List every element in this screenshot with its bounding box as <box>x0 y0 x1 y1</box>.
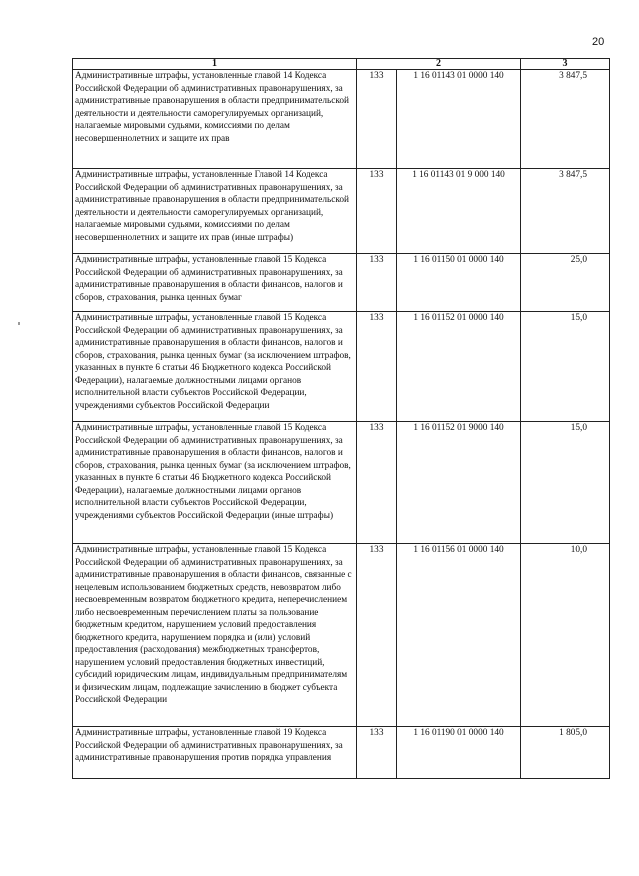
administrator-code-cell: 133 <box>357 70 397 169</box>
revenue-name-cell: Административные штрафы, установленные главой 15 Кодекса Российской Федерации об административных правонарушениях, за административные правонарушения в области финансов, налогов и сборов, страхования, рынка ценных бумаг (за исключением штрафов, указанных в пункте 6 статьи 46 Бюджетного кодекса Российской Федерации), налагаемые должностными лицами органов исполнительной власти субъектов Российской Федерации, учреждениями субъектов Российской Федерации (иные штрафы) <box>73 422 357 544</box>
table-row <box>73 169 610 254</box>
revenue-name-cell: Административные штрафы, установленные главой 19 Кодекса Российской Федерации об административных правонарушениях, за административные правонарушения против порядка управления <box>73 727 357 779</box>
column-header-name: 1 <box>73 59 357 70</box>
column-header-amount: 3 <box>521 59 610 70</box>
amount-cell: 1 805,0 <box>521 727 610 779</box>
table-row <box>73 312 610 422</box>
revenue-name-cell: Административные штрафы, установленные главой 15 Кодекса Российской Федерации об административных правонарушениях, за административные правонарушения в области финансов, налогов и сборов, страхования, рынка ценных бумаг (за исключением штрафов, указанных в пункте 6 статьи 46 Бюджетного кодекса Российской Федерации), налагаемые должностными лицами органов исполнительной власти субъектов Российской Федерации, учреждениями субъектов Российской Федерации <box>73 312 357 422</box>
amount-cell: 10,0 <box>521 544 610 727</box>
budget-revenue-table <box>72 58 610 779</box>
administrator-code-cell: 133 <box>357 254 397 312</box>
administrator-code-cell: 133 <box>357 312 397 422</box>
page-number: 20 <box>592 36 605 48</box>
administrator-code-cell: 133 <box>357 169 397 254</box>
budget-classification-code-cell: 1 16 01143 01 9 000 140 <box>397 169 521 254</box>
budget-classification-code-cell: 1 16 01190 01 0000 140 <box>397 727 521 779</box>
revenue-name-cell: Административные штрафы, установленные главой 15 Кодекса Российской Федерации об административных правонарушениях, за административные правонарушения в области финансов, налогов и сборов, страхования, рынка ценных бумаг <box>73 254 357 312</box>
table-row <box>73 254 610 312</box>
administrator-code-cell: 133 <box>357 544 397 727</box>
table-header-row <box>73 59 610 70</box>
administrator-code-cell: 133 <box>357 727 397 779</box>
revenue-name-cell: Административные штрафы, установленные главой 14 Кодекса Российской Федерации об административных правонарушениях, за административные правонарушения в области предпринимательской деятельности и деятельности саморегулируемых организаций, налагаемые мировыми судьями, комиссиями по делам несовершеннолетних и защите их прав <box>73 70 357 169</box>
budget-classification-code-cell: 1 16 01152 01 9000 140 <box>397 422 521 544</box>
revenue-name-cell: Административные штрафы, установленные Главой 14 Кодекса Российской Федерации об административных правонарушениях, за административные правонарушения в области предпринимательской деятельности и деятельности саморегулируемых организаций, налагаемые мировыми судьями, комиссиями по делам несовершеннолетних и защите их прав (иные штрафы) <box>73 169 357 254</box>
amount-cell: 3 847,5 <box>521 70 610 169</box>
administrator-code-cell: 133 <box>357 422 397 544</box>
revenue-name-cell: Административные штрафы, установленные главой 15 Кодекса Российской Федерации об административных правонарушениях, за административные правонарушения в области финансов, связанные с нецелевым использованием бюджетных средств, невозвратом либо несвоевременным возвратом бюджетного кредита, неперечислением либо несвоевременным перечислением платы за пользование бюджетным кредитом, нарушением условий предоставления бюджетного кредита, нарушением порядка и (или) условий предоставления (расходования) межбюджетных трансфертов, нарушением условий предоставления бюджетных инвестиций, субсидий юридическим лицам, индивидуальным предпринимателям и физическим лицам, подлежащие зачислению в бюджет субъекта Российской Федерации <box>73 544 357 727</box>
budget-classification-code-cell: 1 16 01143 01 0000 140 <box>397 70 521 169</box>
amount-cell: 15,0 <box>521 312 610 422</box>
table-row <box>73 544 610 727</box>
column-header-code: 2 <box>357 59 521 70</box>
amount-cell: 25,0 <box>521 254 610 312</box>
table-row <box>73 70 610 169</box>
budget-classification-code-cell: 1 16 01150 01 0000 140 <box>397 254 521 312</box>
amount-cell: 3 847,5 <box>521 169 610 254</box>
amount-cell: 15,0 <box>521 422 610 544</box>
table-row <box>73 727 610 779</box>
budget-classification-code-cell: 1 16 01152 01 0000 140 <box>397 312 521 422</box>
table-row <box>73 422 610 544</box>
budget-classification-code-cell: 1 16 01156 01 0000 140 <box>397 544 521 727</box>
scan-artifact <box>18 322 20 325</box>
